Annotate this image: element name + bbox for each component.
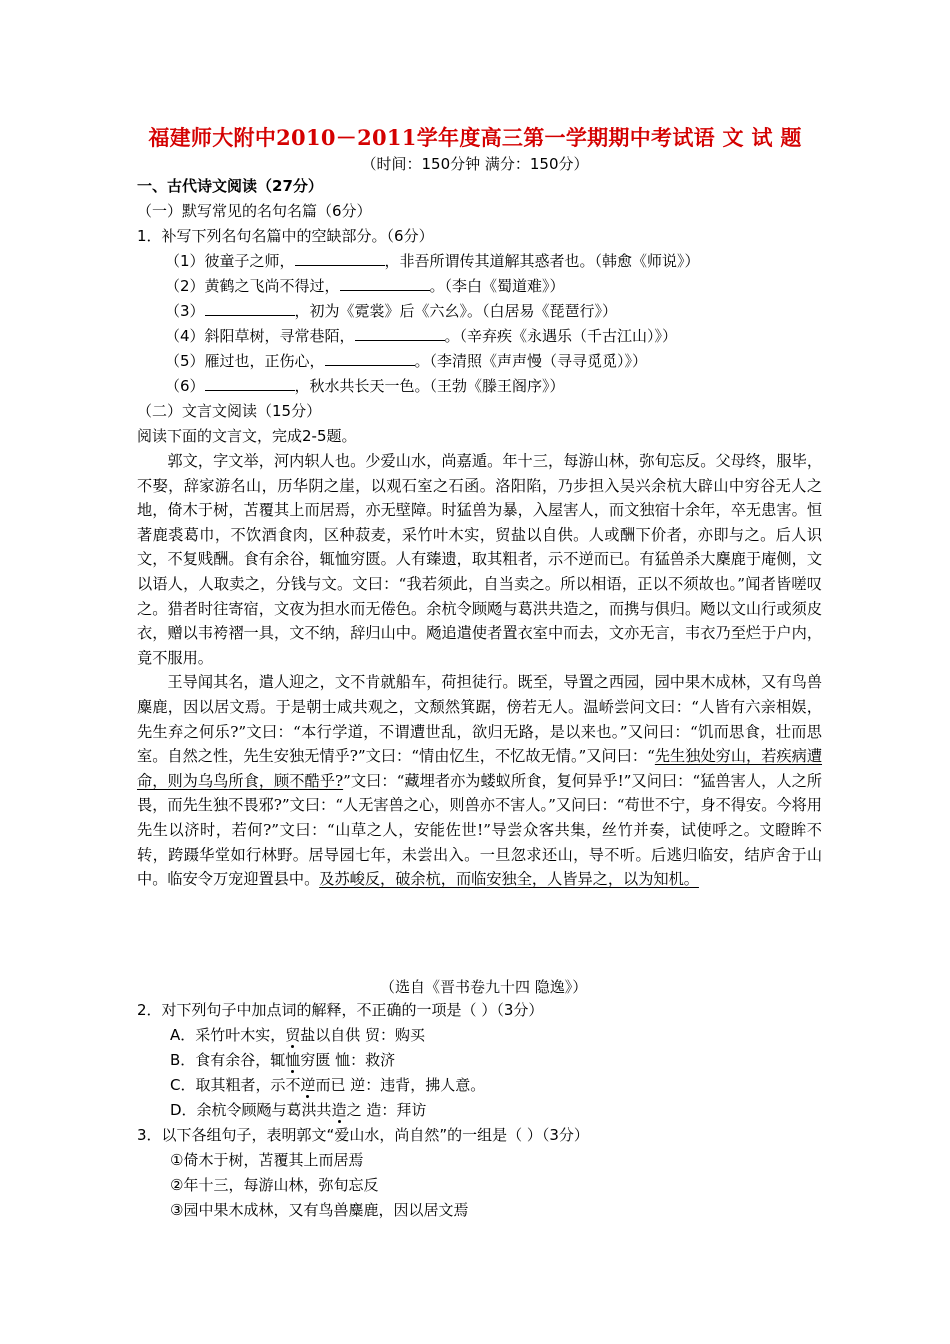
option-text: 盐以自供 贸：购买 <box>300 1026 426 1044</box>
option-text: A．采竹叶木实， <box>170 1026 286 1044</box>
fill-item-prefix: （4）斜阳草树，寻常巷陌， <box>165 327 355 345</box>
option-text: 而已 逆：违背，拂人意。 <box>315 1076 486 1094</box>
option-text: B．食有余谷，辄 <box>170 1051 286 1069</box>
fill-item-suffix: 。（辛弃疾《永遇乐（千古江山）》） <box>444 327 678 345</box>
answer-blank[interactable] <box>340 276 430 291</box>
passage-text: ”文曰：“藏埋者亦为蝼蚁所食，复何异乎!”又问曰：“猛兽害人，人之所畏，而先生独不畏邪?”文曰：“人无害兽之心，则兽亦不害人。”又问曰：“苟世不宁，身不得安。今将用先生以济时，若何?”文曰：“山草之人，安能佐世!”导尝众客共集，丝竹并奏，试使呼之。文瞪眸不转，跨蹑华堂如行林野。居导园七年，未尝出入。一旦忽求还山，导不听。后逃归临安，结庐舍于山中。临安令万宠迎置县中。 <box>137 771 822 889</box>
question-1-stem: 1．补写下列名句名篇中的空缺部分。（6分） <box>137 227 434 245</box>
exam-time-info: （时间：150分钟 满分：150分） <box>361 155 589 173</box>
dotted-word: 贸 <box>285 1026 301 1044</box>
fill-item-prefix: （6） <box>165 377 205 395</box>
fill-item <box>165 326 677 346</box>
section-heading: 一、古代诗文阅读（27分） <box>137 177 323 195</box>
option-d[interactable] <box>170 1100 426 1120</box>
passage-paragraph: 郭文，字文举，河内轵人也。少爱山水，尚嘉遁。年十三，每游山林，弥旬忘反。父母终，服毕，不娶，辞家游名山，历华阴之崖，以观石室之石函。洛阳陷，乃步担入吴兴余杭大辟山中穷谷无人之地，倚木于树，苫覆其上而居焉，亦无壁障。时猛兽为暴，入屋害人，而文独宿十余年，卒无患害。恒著鹿裘葛巾，不饮酒食肉，区种菽麦，采竹叶木实，贸盐以自供。人或酬下价者，亦即与之。后人识文，不复贱酬。食有余谷，辄恤穷匮。人有臻遗，取其粗者，示不逆而已。有猛兽杀大麇鹿于庵侧，文以语人，人取卖之，分钱与文。文曰：“我若须此，自当卖之。所以相语，正以不须故也。”闻者皆嗟叹之。猎者时往寄宿，文夜为担水而无倦色。余杭令顾飏与葛洪共造之，而携与俱归。飏以文山行或须皮衣，赠以韦袴褶一具，文不纳，辞归山中。飏追遣使者置衣室中而去，文亦无言，韦衣乃至烂于户内，竟不服用。 <box>137 452 822 667</box>
fill-item <box>165 276 565 296</box>
answer-blank[interactable] <box>205 376 295 391</box>
answer-blank[interactable] <box>295 251 385 266</box>
fill-item-prefix: （2）黄鹤之飞尚不得过， <box>165 277 340 295</box>
dotted-word: 造 <box>331 1101 347 1119</box>
passage-paragraph <box>137 670 822 891</box>
answer-blank[interactable] <box>355 326 445 341</box>
reading-instructions: 阅读下面的文言文，完成2-5题。 <box>137 427 357 445</box>
fill-item <box>165 376 565 396</box>
option-a[interactable] <box>170 1025 425 1045</box>
passage-text: 王导闻其名，遣人迎之，文不肯就船车，荷担徒行。既至，导置之西园，园中果木成林，又有鸟兽麋鹿，因以居文焉。于是朝士咸共观之，文颓然箕踞，傍若无人。温峤尝问文曰：“人皆有六亲相娱，先生弃之何乐?”文曰：“本行学道，不谓遭世乱，欲归无路，是以来也。”又问曰：“饥而思食，壮而思室。自然之性，先生安独无情乎?”文曰：“情由忆生，不忆故无情。”又问曰：“ <box>137 673 822 766</box>
list-item: ②年十三，每游山林，弥旬忘反 <box>170 1176 379 1194</box>
option-text: D．余杭令顾飏与葛洪共 <box>170 1101 332 1119</box>
fill-item <box>165 351 647 371</box>
list-item: ①倚木于树，苫覆其上而居焉 <box>170 1151 364 1169</box>
answer-blank[interactable] <box>205 301 295 316</box>
option-text: 之 造：拜访 <box>346 1101 427 1119</box>
option-text: 穷匮 恤：救济 <box>300 1051 396 1069</box>
fill-item <box>165 251 700 271</box>
fill-item-suffix: ，非吾所谓传其道解其惑者也。（韩愈《师说》） <box>384 252 700 270</box>
fill-item-suffix: 。（李白《蜀道难》） <box>429 277 565 295</box>
fill-item-suffix: ，秋水共长天一色。（王勃《滕王阁序》） <box>294 377 565 395</box>
fill-item-prefix: （3） <box>165 302 205 320</box>
underlined-sentence: 先生独处穷山，若疾病遭命，则为乌鸟所食，顾不酷乎? <box>137 747 823 790</box>
page-title: 福建师大附中2010－2011学年度高三第一学期期中考试语 文 试 题 <box>148 125 802 150</box>
question-2-stem: 2．对下列句子中加点词的解释，不正确的一项是（ ）（3分） <box>137 1001 544 1019</box>
dotted-word: 恤 <box>285 1051 301 1069</box>
option-text: C．取其粗者，示不 <box>170 1076 301 1094</box>
answer-blank[interactable] <box>325 351 415 366</box>
subsection-heading: （二）文言文阅读（15分） <box>137 402 322 420</box>
passage-source: （选自《晋书卷九十四 隐逸》） <box>380 978 588 996</box>
option-b[interactable] <box>170 1050 395 1070</box>
option-c[interactable] <box>170 1075 485 1095</box>
fill-item <box>165 301 617 321</box>
question-3-stem: 3．以下各组句子，表明郭文“爱山水，尚自然”的一组是（ ）（3分） <box>137 1126 589 1144</box>
dotted-word: 逆 <box>300 1076 316 1094</box>
fill-item-suffix: 。（李清照《声声慢（寻寻觅觅）》） <box>414 352 648 370</box>
list-item: ③园中果木成林，又有鸟兽麋鹿，因以居文焉 <box>170 1201 469 1219</box>
underlined-sentence: 及苏峻反，破余杭，而临安独全，人皆异之，以为知机。 <box>319 870 699 889</box>
fill-item-prefix: （1）彼童子之师， <box>165 252 295 270</box>
subsection-heading: （一）默写常见的名句名篇（6分） <box>137 202 372 220</box>
fill-item-prefix: （5）雁过也，正伤心， <box>165 352 325 370</box>
classical-passage <box>137 449 822 892</box>
fill-item-suffix: ，初为《霓裳》后《六幺》。（白居易《琵琶行》） <box>294 302 618 320</box>
